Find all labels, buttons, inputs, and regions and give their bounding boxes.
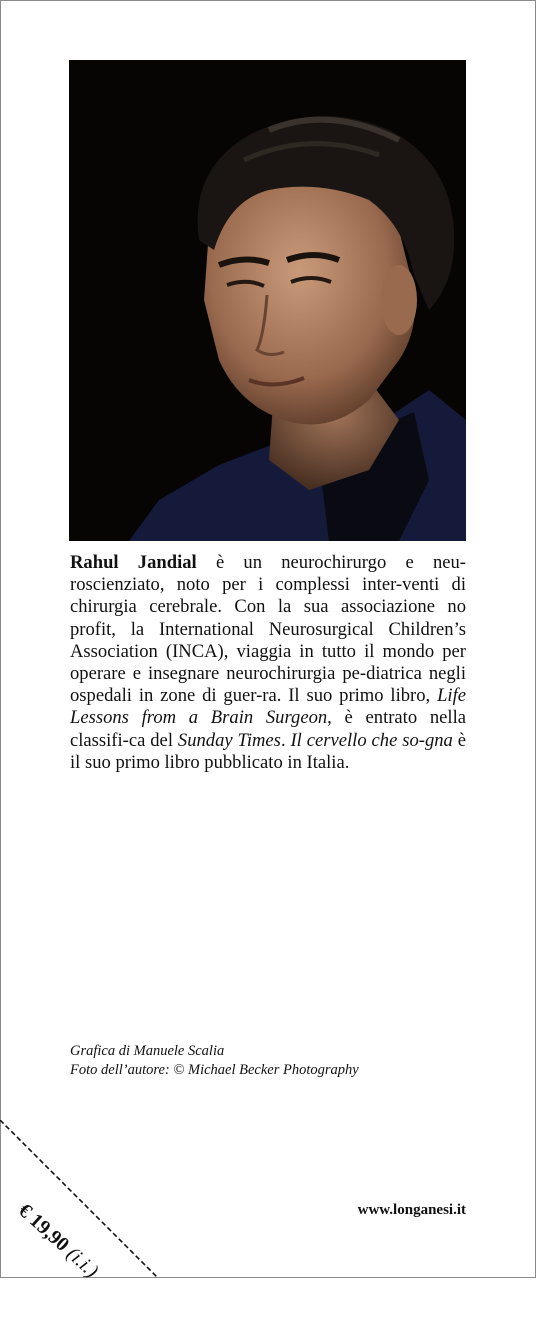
publisher-website: www.longanesi.it bbox=[357, 1202, 466, 1218]
bio-text: è il suo primo libro pubblicato in Italia. bbox=[70, 729, 466, 773]
newspaper-title: Sunday Times bbox=[177, 729, 281, 751]
author-bio bbox=[70, 552, 466, 774]
bio-text: è un neurochirurgo e neu-roscienziato, noto per i complessi inter-venti di chirurgia cerebrale. Con la sua associazione no profit, la International Neurosurgical Children’s Association (INCA), viaggia in tutto il mondo per operare e insegnare neurochirurgia pe-diatrica negli ospedali in zone di guer-ra. Il suo primo libro, bbox=[70, 552, 466, 707]
book-title: Life Lessons from a Brain Surgeon bbox=[70, 685, 466, 729]
author-photo bbox=[69, 60, 466, 541]
book-title: Il cervello che so-gna bbox=[290, 729, 453, 751]
photo-credit: Foto dell’autore: © Michael Becker Photography bbox=[70, 1062, 359, 1078]
bio-text: . bbox=[280, 729, 291, 751]
author-portrait-illustration bbox=[69, 60, 466, 541]
author-name: Rahul Jandial bbox=[70, 552, 197, 573]
bio-text: , è entrato nella classifi-ca del bbox=[70, 707, 467, 751]
price-amount: € 19,90 bbox=[13, 1199, 74, 1256]
design-credit: Grafica di Manuele Scalia bbox=[70, 1043, 225, 1059]
price-note: (i.i.) bbox=[62, 1242, 103, 1283]
credits bbox=[70, 1042, 490, 1080]
